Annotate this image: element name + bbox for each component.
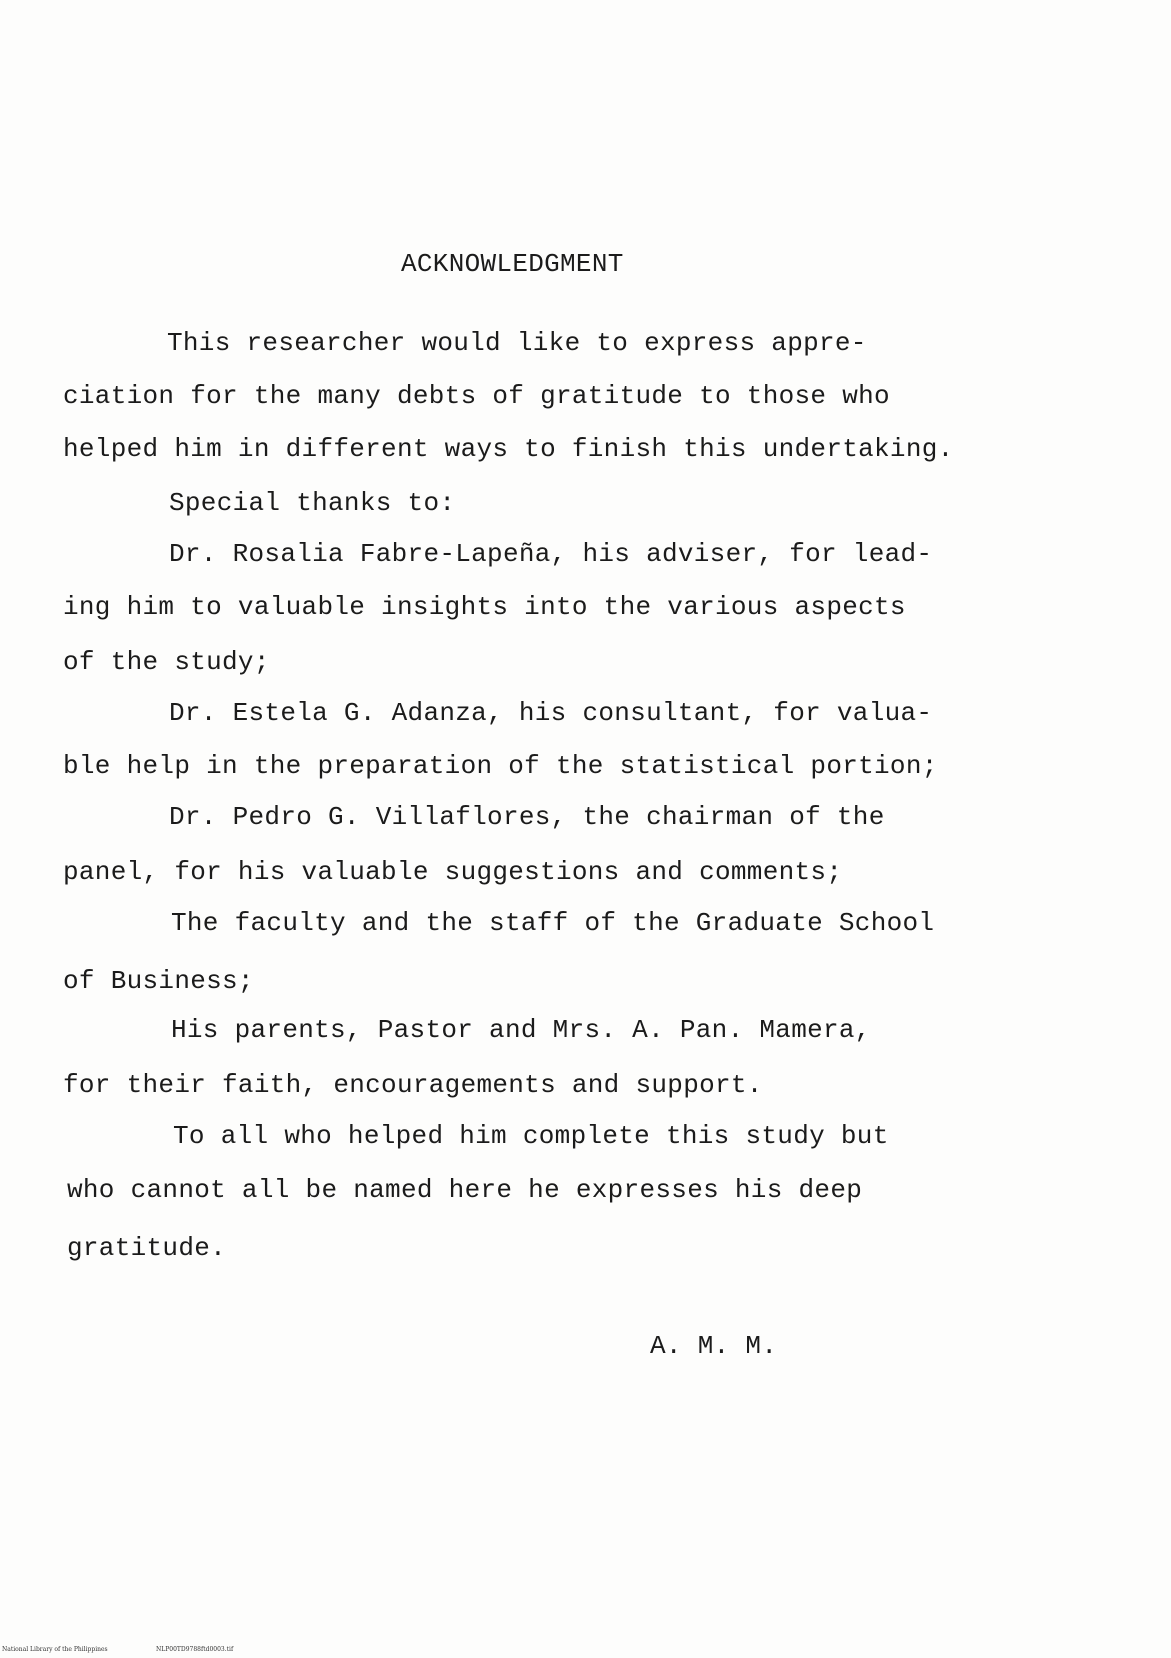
body-line: for their faith, encouragements and support. — [63, 1070, 763, 1100]
body-line: ing him to valuable insights into the various aspects — [63, 592, 906, 622]
body-line: His parents, Pastor and Mrs. A. Pan. Mamera, — [171, 1015, 871, 1045]
body-line: of Business; — [63, 966, 254, 996]
document-title: ACKNOWLEDGMENT — [401, 249, 624, 279]
body-line: Dr. Rosalia Fabre-Lapeña, his adviser, for lead- — [169, 539, 933, 569]
body-line: This researcher would like to express appre- — [167, 328, 867, 358]
body-line: The faculty and the staff of the Graduate School — [171, 908, 935, 938]
footer-file-name: NLP00TD9788ftd0003.tif — [156, 1646, 234, 1653]
footer-library-credit: National Library of the Philippines — [2, 1646, 108, 1653]
body-line: To all who helped him complete this study but — [173, 1121, 889, 1151]
body-line: Special thanks to: — [169, 488, 456, 518]
body-line: who cannot all be named here he expresses his deep — [67, 1175, 863, 1205]
body-line: Dr. Estela G. Adanza, his consultant, for valua- — [169, 698, 933, 728]
body-line: ciation for the many debts of gratitude to those who — [63, 381, 890, 411]
body-line: gratitude. — [67, 1233, 227, 1263]
body-line: helped him in different ways to finish this undertaking. — [63, 434, 954, 464]
body-line: Dr. Pedro G. Villaflores, the chairman of the — [169, 802, 885, 832]
body-line: ble help in the preparation of the statistical portion; — [63, 751, 938, 781]
body-line: of the study; — [63, 647, 270, 677]
signature-initials: A. M. M. — [650, 1331, 778, 1361]
body-line: panel, for his valuable suggestions and comments; — [63, 857, 843, 887]
